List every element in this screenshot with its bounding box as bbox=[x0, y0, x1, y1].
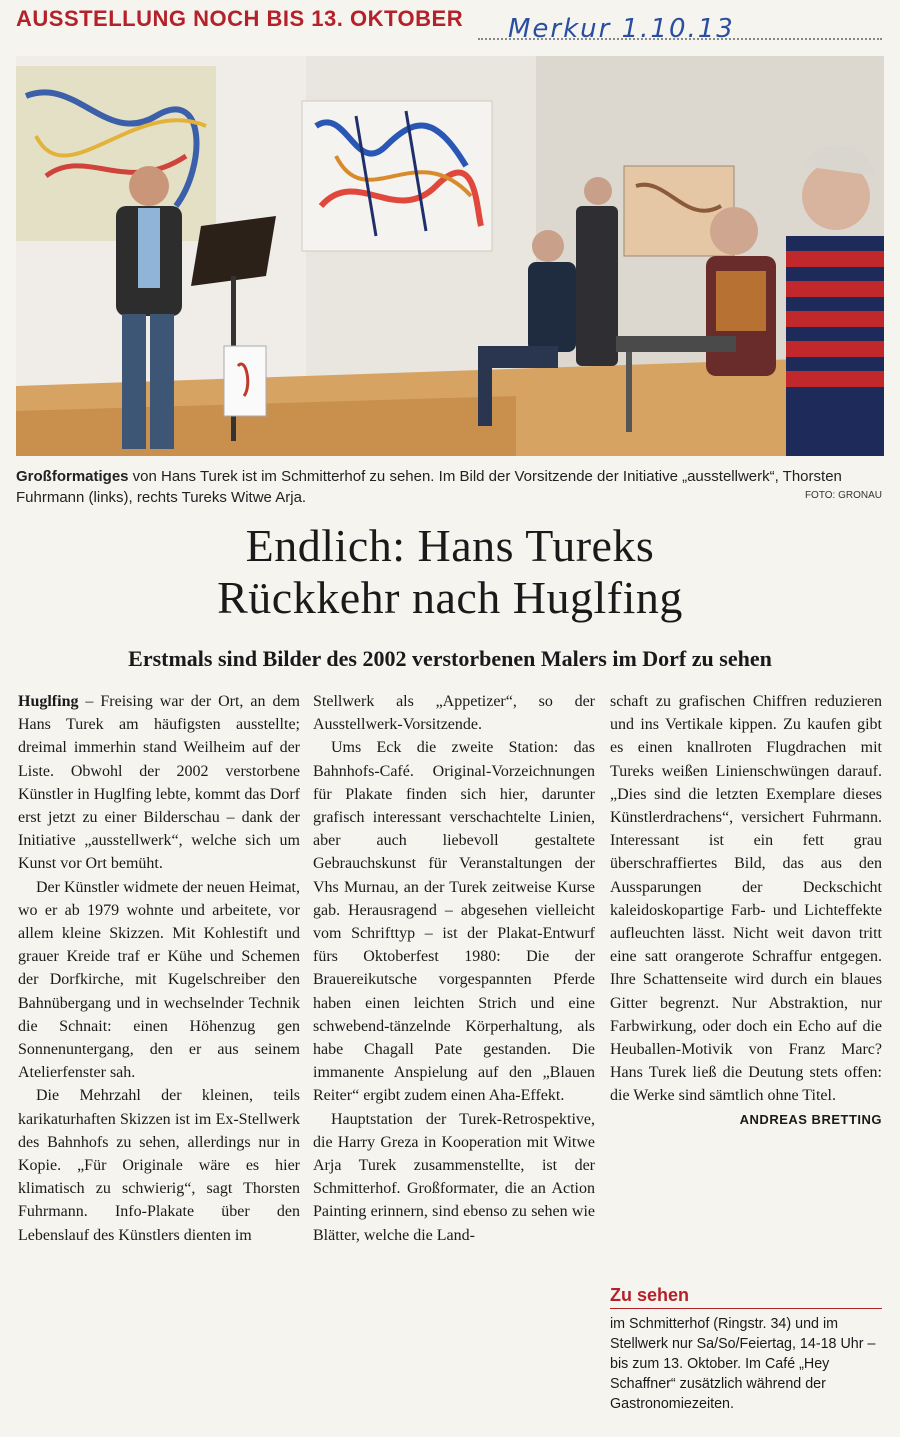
paragraph: Der Künstler widmete der neuen Heimat, wo er ab 1979 wohnte und arbeitete, vor allem kleine Skizzen. Mit Kohlestift und grauer Kreide traf er Kühe und Schemen der Dorfkirche, mit Kugelschreiber den Bahnübergang und in wechselnder Technik die Schnait: einen Höhenzug gen Sonnenuntergang, den er aus seinem Atelierfenster sah. bbox=[18, 878, 300, 1082]
article-column-3 bbox=[610, 690, 882, 1131]
paragraph: Hauptstation der Turek-Retrospektive, die Harry Greza in Kooperation mit Witwe Arja Turek zusammenstellte, ist der Schmitterhof. Großformater, die an Action Painting erinnern, sind ebenso zu sehen wie Blätter, welche die Land- bbox=[313, 1110, 595, 1244]
photo-credit: FOTO: GRONAU bbox=[804, 490, 882, 501]
paragraph: schaft zu grafischen Chiffren reduzieren und ins Vertikale kippen. Zu kaufen gibt es einen knallroten Flugdrachen mit Tureks weißen Linienschwüngen darauf. „Dies sind die letzten Exemplare dieses Künstlerdrachens“, versichert Fuhrmann. Interessant ist ein fett grau überschraffiertes Bild, das aus den Aussparungen der Deckschicht kaleidoskopartige Farb- und Lichteffekte aufleuchten lässt. Nicht weit davon tritt eine satt orangerote Schraffur entgegen. Ihre Schattenseite wird durch ein blaues Gitter begrenzt. Nur Abstraktion, nur Farbwirkung, oder doch ein Echo auf die Heuballen-Motivik von Franz Marc? Hans Turek ließ die Deutung stets offen: die Werke sind sämtlich ohne Titel. bbox=[610, 693, 882, 1105]
dotted-rule bbox=[478, 38, 882, 40]
paragraph-text: – Freising war der Ort, an dem Hans Turek am häufigsten ausstellte; dreimal immerhin stand Weilheim auf der Liste. Obwohl der 2002 verstorbene Künstler in Huglfing lebte, kommt das Dorf erst jetzt zu einer Bilderschau – dank der Initiative „ausstellwerk“, welche sich um Kunst vor Ort bemüht. bbox=[18, 693, 300, 873]
handwritten-note: Merkur 1.10.13 bbox=[508, 14, 735, 44]
info-box-title: Zu sehen bbox=[610, 1285, 690, 1305]
article-column-1 bbox=[18, 690, 300, 1247]
article-column-2 bbox=[313, 690, 595, 1247]
headline bbox=[0, 520, 900, 624]
paragraph: Stellwerk als „Appetizer“, so der Ausstellwerk-Vorsitzende. bbox=[313, 693, 595, 734]
caption-lead: Großformatiges bbox=[16, 468, 129, 485]
info-box-body: im Schmitterhof (Ringstr. 34) und im Stellwerk nur Sa/So/Feiertag, 14-18 Uhr – bis zum 13. Oktober. Im Café „Hey Schaffner“ zusätzlich während der Gastronomiezeiten. bbox=[610, 1316, 876, 1412]
headline-line-1: Endlich: Hans Tureks bbox=[245, 520, 655, 571]
photo-caption bbox=[16, 466, 884, 508]
paragraph: Die Mehrzahl der kleinen, teils karikaturhaften Skizzen ist im Ex-Stellwerk des Bahnhofs zu sehen, allerdings nur in Kopie. „Für Originale wäre es hier klimatisch zu schwierig“, sagt Thorsten Fuhrmann. Info-Plakate über den Lebenslauf des Künstlers dienten im bbox=[18, 1087, 300, 1244]
kicker: AUSSTELLUNG NOCH BIS 13. OKTOBER bbox=[16, 6, 464, 31]
caption-text: von Hans Turek ist im Schmitterhof zu sehen. Im Bild der Vorsitzende der Initiative „ausstellwerk“, Thorsten Fuhrmann (links), rechts Tureks Witwe Arja. bbox=[16, 468, 842, 506]
headline-line-2: Rückkehr nach Huglfing bbox=[217, 572, 683, 623]
paragraph: Ums Eck die zweite Station: das Bahnhofs-Café. Original-Vorzeichnungen für Plakate finden sich hier, darunter grafisch interessant verschachtelte Linien, aber auch liebevoll gestaltete Gebrauchskunst für Veranstaltungen der Vhs Murnau, an der Turek zeitweise Kurse gab. Herausragend – abgesehen vielleicht vom Schrifttyp – ist der Plakat-Entwurf fürs Oktoberfest 1980: Die der Brauereikutsche vorgespannten Pferde haben einen leichten Strich und eine schwebend-tänzelnde Körperhaltung, als habe Chagall Pate gestanden. Die immanente Anspielung auf den „Blauen Reiter“ ergibt zudem einen Aha-Effekt. bbox=[313, 739, 595, 1105]
dateline: Huglfing bbox=[18, 693, 79, 710]
paragraph bbox=[18, 690, 300, 876]
info-box-rule bbox=[610, 1308, 882, 1309]
subheadline: Erstmals sind Bilder des 2002 verstorbenen Malers im Dorf zu sehen bbox=[128, 646, 772, 671]
article-photo bbox=[16, 56, 884, 456]
byline: ANDREAS BRETTING bbox=[739, 1111, 882, 1127]
